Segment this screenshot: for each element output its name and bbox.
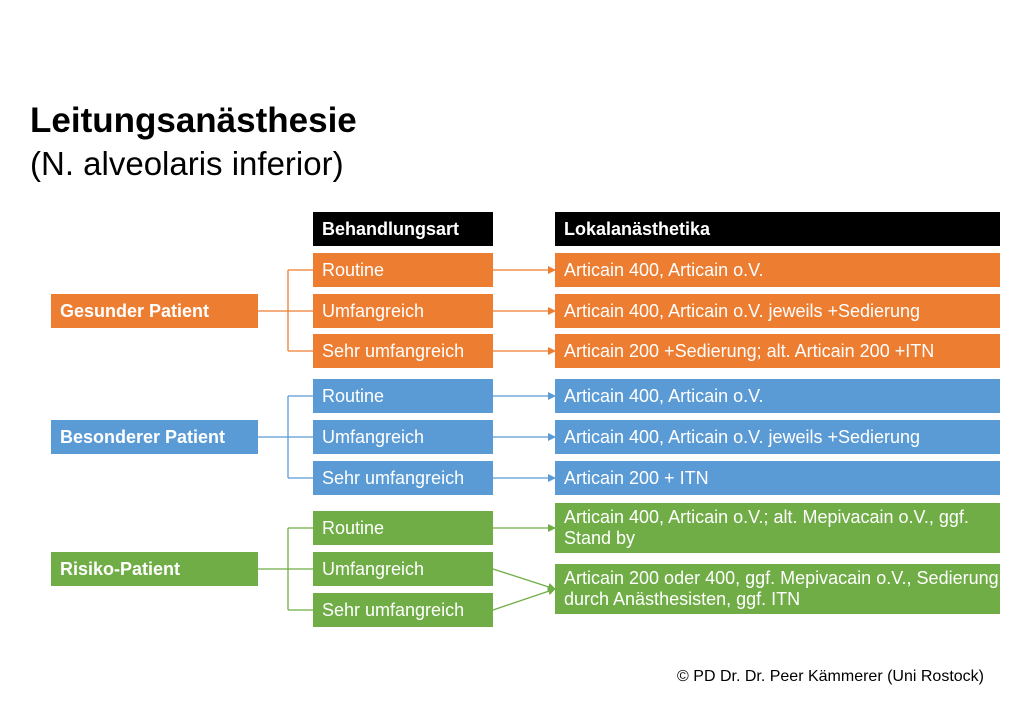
copyright-notice: © PD Dr. Dr. Peer Kämmerer (Uni Rostock): [677, 668, 984, 685]
patient-box-gesund: Gesunder Patient: [51, 294, 258, 328]
anesthetic-box-besonderer-sehr-umfangreich: Articain 200 + ITN: [555, 461, 1000, 495]
treatment-box-besonderer-routine: Routine: [313, 379, 493, 413]
header-lokalanaesthetika: Lokalanästhetika: [555, 212, 1000, 246]
anesthetic-box-gesund-umfangreich: Articain 400, Articain o.V. jeweils +Sedierung: [555, 294, 1000, 328]
slide-title: Leitungsanästhesie: [30, 101, 357, 140]
treatment-box-gesund-umfangreich: Umfangreich: [313, 294, 493, 328]
arrow-risiko-umfangreich: [493, 569, 555, 589]
anesthetic-box-besonderer-umfangreich: Articain 400, Articain o.V. jeweils +Sedierung: [555, 420, 1000, 454]
patient-box-besonderer: Besonderer Patient: [51, 420, 258, 454]
treatment-box-gesund-routine: Routine: [313, 253, 493, 287]
patient-box-risiko: Risiko-Patient: [51, 552, 258, 586]
anesthetic-box-besonderer-routine: Articain 400, Articain o.V.: [555, 379, 1000, 413]
treatment-box-risiko-routine: Routine: [313, 511, 493, 545]
anesthetic-box-gesund-sehr-umfangreich: Articain 200 +Sedierung; alt. Articain 200 +ITN: [555, 334, 1000, 368]
header-behandlungsart: Behandlungsart: [313, 212, 493, 246]
slide-subtitle: (N. alveolaris inferior): [30, 145, 344, 182]
anesthetic-box-gesund-routine: Articain 400, Articain o.V.: [555, 253, 1000, 287]
treatment-box-risiko-umfangreich: Umfangreich: [313, 552, 493, 586]
treatment-box-risiko-sehr-umfangreich: Sehr umfangreich: [313, 593, 493, 627]
anesthetic-box-risiko-umfangreich: Articain 200 oder 400, ggf. Mepivacain o.V., Sedierung durch Anästhesisten, ggf. ITN: [555, 564, 1000, 614]
anesthetic-box-risiko-routine: Articain 400, Articain o.V.; alt. Mepivacain o.V., ggf. Stand by: [555, 503, 1000, 553]
treatment-box-besonderer-sehr-umfangreich: Sehr umfangreich: [313, 461, 493, 495]
arrow-risiko-sehr: [493, 589, 555, 610]
treatment-box-gesund-sehr-umfangreich: Sehr umfangreich: [313, 334, 493, 368]
treatment-box-besonderer-umfangreich: Umfangreich: [313, 420, 493, 454]
